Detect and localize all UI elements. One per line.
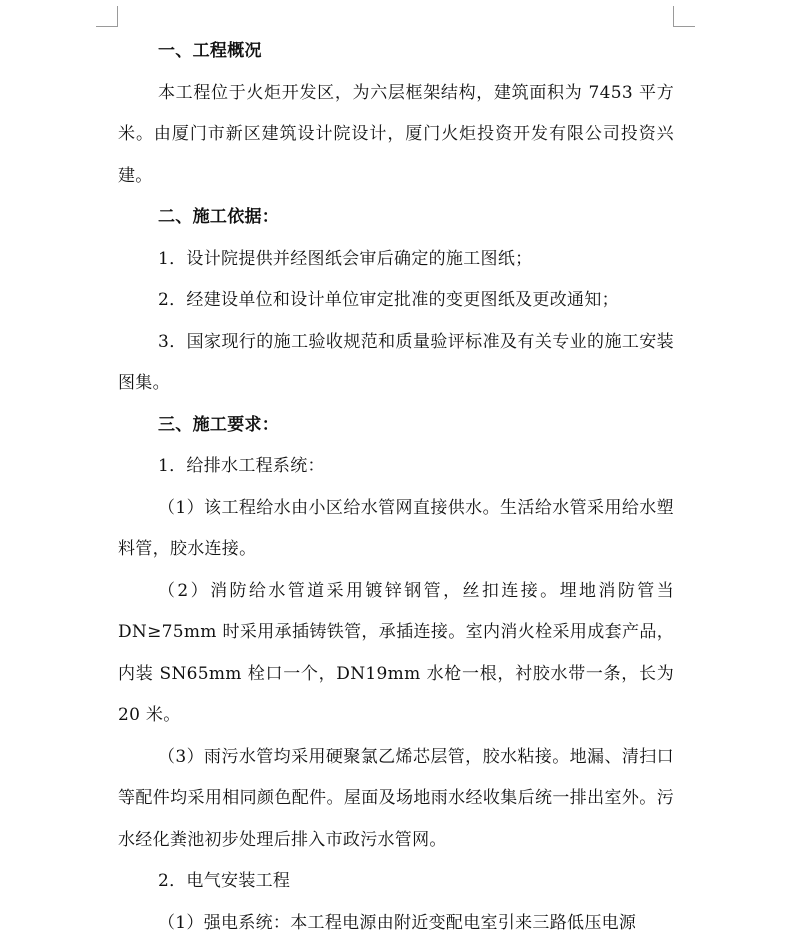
list-item-basis-1: 1．设计院提供并经图纸会审后确定的施工图纸；: [118, 239, 674, 281]
subheading-electrical: 2．电气安装工程: [118, 861, 674, 903]
list-item-basis-3: 3．国家现行的施工验收规范和质量验评标准及有关专业的施工安装图集。: [118, 322, 674, 405]
paragraph-water-supply: （1）该工程给水由小区给水管网直接供水。生活给水管采用给水塑料管，胶水连接。: [118, 488, 674, 571]
corner-mark-top-left-vertical: [117, 6, 118, 27]
corner-mark-top-left-horizontal: [96, 26, 118, 27]
document-body: [118, 31, 674, 944]
paragraph-overview: 本工程位于火炬开发区，为六层框架结构，建筑面积为 7453 平方米。由厦门市新区建筑设计院设计，厦门火炬投资开发有限公司投资兴建。: [118, 73, 674, 198]
section-heading-overview: 一、工程概况: [118, 31, 674, 73]
corner-mark-top-right-vertical: [673, 6, 674, 27]
section-heading-basis: 二、施工依据：: [118, 197, 674, 239]
paragraph-drainage: （3）雨污水管均采用硬聚氯乙烯芯层管，胶水粘接。地漏、清扫口等配件均采用相同颜色配件。屋面及场地雨水经收集后统一排出室外。污水经化粪池初步处理后排入市政污水管网。: [118, 737, 674, 862]
list-item-basis-2: 2．经建设单位和设计单位审定批准的变更图纸及更改通知；: [118, 280, 674, 322]
section-heading-requirements: 三、施工要求：: [118, 405, 674, 447]
subheading-water-system: 1．给排水工程系统：: [118, 446, 674, 488]
paragraph-strong-current: （1）强电系统：本工程电源由附近变配电室引来三路低压电源: [118, 903, 674, 944]
corner-mark-top-right-horizontal: [673, 26, 695, 27]
paragraph-fire-water: （2）消防给水管道采用镀锌钢管，丝扣连接。埋地消防管当 DN≥75mm 时采用承插铸铁管，承插连接。室内消火栓采用成套产品，内装 SN65mm 栓口一个，DN19mm 水枪一根，衬胶水带一条，长为 20 米。: [118, 571, 674, 737]
